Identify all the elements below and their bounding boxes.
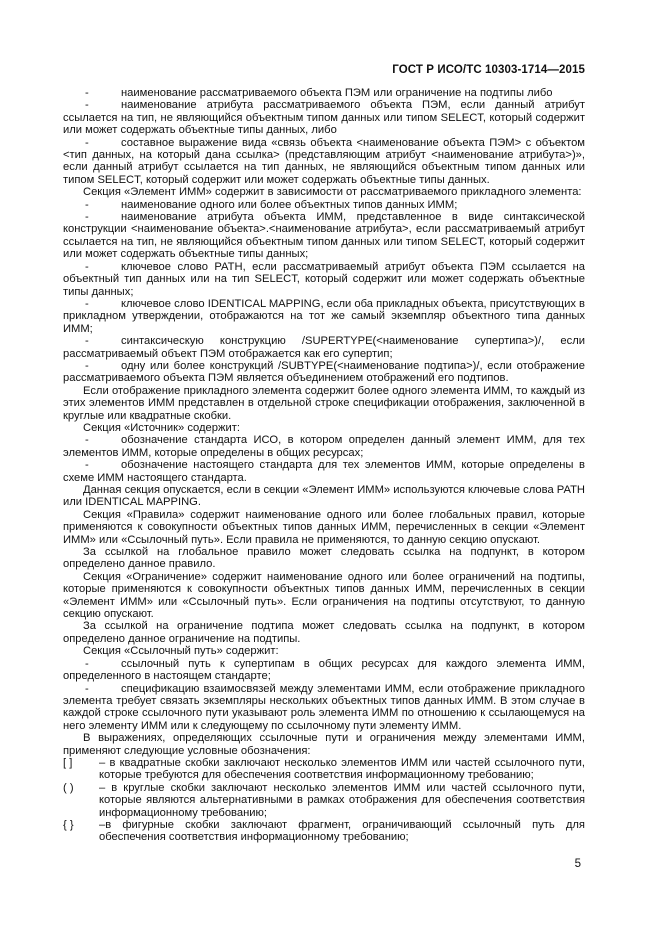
list-item <box>63 459 585 484</box>
list-item <box>63 360 585 385</box>
body-text <box>63 87 585 844</box>
symbol-description: – в квадратные скобки заключают несколько элементов ИММ или частей ссылочного пути, которые требуются для обеспечения соответствия информационному требованию; <box>99 756 585 782</box>
paragraph-text: наименование атрибута объекта ИММ, представленное в виде синтаксической конструкции <наименование объекта>.<наименование атрибута>, если рассматриваемый атрибут ссылается на тип, не являющийся объектным типом данных или типом SELECT, который содержит или может содержать объектные типы данных; <box>63 211 585 261</box>
symbol-list <box>63 757 585 844</box>
list-dash: - <box>85 297 89 310</box>
paragraph-text: наименование атрибута рассматриваемого объекта ПЭМ, если данный атрибут ссылается на тип, не являющийся объектным типом данных или типом SELECT, который содержит или может содержать объектные типы данных, либо <box>63 99 585 137</box>
symbol-description: – в круглые скобки заключают несколько элементов ИММ или частей ссылочного пути, которые являются альтернативными в рамках отображения для обеспечения соответствия информационному требованию; <box>99 781 585 819</box>
list-item <box>63 298 585 335</box>
paragraph <box>63 620 585 645</box>
list-item <box>63 683 585 733</box>
paragraph-text: Секция «Элемент ИММ» содержит в зависимости от рассматриваемого прикладного элемента: <box>83 186 582 199</box>
list-item <box>63 434 585 459</box>
paragraph-text: В выражениях, определяющих ссылочные пути и ограничения между элементами ИММ, применяют следующие условные обозначения: <box>63 732 585 757</box>
paragraph-text: ссылочный путь к супертипам в общих ресурсах для каждого элемента ИММ, определенного в настоящем стандарте; <box>63 657 585 683</box>
list-dash: - <box>85 682 89 695</box>
page-number: 5 <box>574 858 581 870</box>
list-item <box>63 261 585 298</box>
paragraph <box>63 571 585 621</box>
paragraph <box>63 732 585 757</box>
paragraph <box>63 385 585 422</box>
paragraph-text: спецификацию взаимосвязей между элементами ИММ, если отображение прикладного элемента требует связать экземпляры нескольких объектных типов данных ИММ. В этом случае в каждой строке ссылочного пути указывают роль элемента ИММ по отношению к ссылающемуся на него элементу ИММ или к следующему по ссылочному пути элементу ИММ. <box>63 682 585 732</box>
paragraph-text: ключевое слово PATH, если рассматриваемый атрибут объекта ПЭМ ссылается на объектный тип данных или на тип SELECT, который содержит или может содержать объектные типы данных; <box>63 260 585 298</box>
symbol: ( ) <box>63 781 74 794</box>
paragraph-text: Секция «Правила» содержит наименование одного или более глобальных правил, которые применяются к совокупности объектных типов данных ИММ, перечисленных в секции «Элемент ИММ» или «Ссылочный путь». Если правила не применяются, то данную секцию опускают. <box>63 508 585 546</box>
symbol-definition <box>63 782 585 819</box>
symbol-definition <box>63 757 585 782</box>
paragraph-text: составное выражение вида «связь объекта <наименование объекта ПЭМ> с объектом <тип данных, на который дана ссылка> (представляющим атрибут <наименование атрибута>)», если данный атрибут ссылается на тип данных, не являющийся объектным типом данных или типом SELECT, который содержит или может содержать объектные типы данных. <box>63 136 585 186</box>
list-dash: - <box>85 198 89 211</box>
list-dash: - <box>85 657 89 670</box>
paragraph <box>63 509 585 546</box>
symbol-definition <box>63 819 585 844</box>
list-dash: - <box>85 136 89 149</box>
paragraph <box>63 186 585 198</box>
list-item <box>63 335 585 360</box>
paragraph-text: Если отображение прикладного элемента содержит более одного элемента ИММ, то каждый из этих элементов ИММ представлен в отдельной строке спецификации отображения, заключенной в круглые или квадратные скобки. <box>63 384 585 422</box>
list-item <box>63 99 585 136</box>
paragraph-list <box>63 87 585 757</box>
list-dash: - <box>85 99 89 112</box>
paragraph <box>63 484 585 509</box>
list-dash: - <box>85 87 89 99</box>
paragraph-text: За ссылкой на глобальное правило может следовать ссылка на подпункт, в котором определено данное правило. <box>63 546 585 571</box>
paragraph-text: наименование рассматриваемого объекта ПЭМ или ограничение на подтипы либо <box>121 87 553 99</box>
paragraph <box>63 422 585 434</box>
list-dash: - <box>85 260 89 273</box>
list-dash: - <box>85 211 89 224</box>
paragraph-text: Секция «Ссылочный путь» содержит: <box>83 645 279 658</box>
paragraph-text: Данная секция опускается, если в секции «Элемент ИММ» используются ключевые слова PATH или IDENTICAL MAPPING. <box>63 484 585 509</box>
symbol-description: –в фигурные скобки заключают фрагмент, ограничивающий ссылочный путь для обеспечения соответствия информационному требованию; <box>99 818 585 844</box>
document-header: ГОСТ Р ИСО/ТС 10303-1714—2015 <box>392 64 585 76</box>
list-item <box>63 211 585 261</box>
paragraph-text: ключевое слово IDENTICAL MAPPING, если оба прикладных объекта, присутствующих в прикладном утверждении, отображаются на тот же самый экземпляр объектного типа данных ИММ; <box>63 297 585 335</box>
paragraph-text: одну или более конструкций /SUBTYPE(<наименование подтипа>)/, если отображение рассматриваемого объекта ПЭМ является объединением отображений его подтипов. <box>63 359 585 385</box>
list-item <box>63 199 585 211</box>
paragraph-text: За ссылкой на ограничение подтипа может следовать ссылка на подпункт, в котором определено данное ограничение на подтипы. <box>63 620 585 645</box>
paragraph <box>63 546 585 571</box>
paragraph-text: Секция «Ограничение» содержит наименование одного или более ограничений на подтипы, которые применяются к совокупности объектных типов данных ИММ, перечисленных в секции «Элемент ИММ» или «Ссылочный путь». Если ограничения на подтипы отсутствуют, то данную секцию опускают. <box>63 570 585 621</box>
list-dash: - <box>85 359 89 372</box>
list-dash: - <box>85 335 89 348</box>
paragraph-text: наименование одного или более объектных типов данных ИММ; <box>121 198 458 211</box>
paragraph-text: Секция «Источник» содержит: <box>83 421 240 434</box>
symbol: { } <box>63 818 74 831</box>
list-dash: - <box>85 434 89 447</box>
symbol: [ ] <box>63 756 73 769</box>
paragraph-text: обозначение настоящего стандарта для тех элементов ИММ, которые определены в схеме ИММ настоящего стандарта. <box>63 459 585 484</box>
paragraph-text: синтаксическую конструкцию /SUPERTYPE(<наименование супертипа>)/, если рассматриваемый объект ПЭМ отображается как его супертип; <box>63 335 585 360</box>
list-item <box>63 137 585 187</box>
paragraph-text: обозначение стандарта ИСО, в котором определен данный элемент ИММ, для тех элементов ИММ, которые определены в общих ресурсах; <box>63 434 585 459</box>
list-dash: - <box>85 459 89 472</box>
list-item <box>63 87 585 99</box>
paragraph <box>63 645 585 657</box>
list-item <box>63 658 585 683</box>
